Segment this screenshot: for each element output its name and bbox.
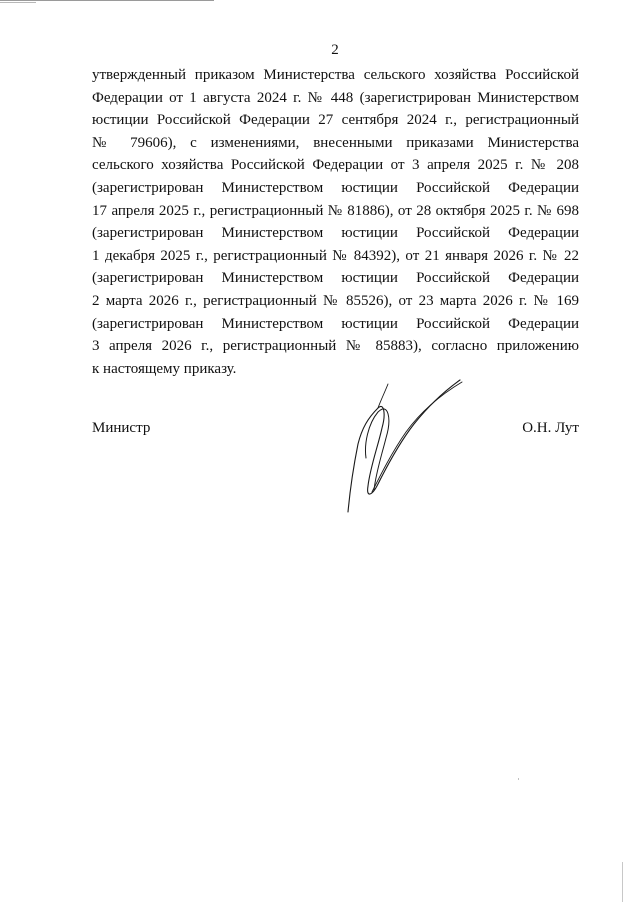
paragraph-line: 2 марта 2026 г., регистрационный № 85526), от 23 марта 2026 г. № 169 [92, 292, 579, 309]
paragraph-line: 17 апреля 2025 г., регистрационный № 81886), от 28 октября 2025 г. № 698 [92, 202, 579, 219]
paragraph-line: утвержденный приказом Министерства сельского хозяйства Российской [92, 67, 579, 83]
order-text-paragraph [92, 64, 579, 380]
signatory-title: Министр [92, 420, 151, 436]
paragraph-line: 3 апреля 2026 г., регистрационный № 85883), согласно приложению [92, 338, 579, 355]
scan-top-rule-short [0, 2, 36, 3]
scan-edge-mark [622, 862, 623, 902]
signatory-name: О.Н. Лут [522, 420, 579, 436]
paragraph-line: 1 декабря 2025 г., регистрационный № 84392), от 21 января 2026 г. № 22 [92, 247, 579, 264]
paragraph-line: к настоящему приказу. [92, 360, 237, 377]
handwritten-signature [328, 372, 488, 522]
paragraph-line: сельского хозяйства Российской Федерации от 3 апреля 2025 г. № 208 [92, 157, 579, 174]
paragraph-line: (зарегистрирован Министерством юстиции Российской Федерации [92, 270, 579, 287]
paragraph-line: юстиции Российской Федерации 27 сентября 2024 г., регистрационный [92, 112, 579, 129]
paragraph-line: (зарегистрирован Министерством юстиции Российской Федерации [92, 315, 579, 332]
scan-speck [518, 778, 519, 780]
paragraph-line: (зарегистрирован Министерством юстиции Российской Федерации [92, 179, 579, 196]
signature-stroke-main [348, 380, 460, 512]
paragraph-line: Федерации от 1 августа 2024 г. № 448 (зарегистрирован Министерством [92, 89, 579, 106]
page-number: 2 [331, 42, 339, 58]
signature-stroke-hook [378, 384, 388, 408]
paragraph-line: № 79606), с изменениями, внесенными приказами Министерства [92, 134, 579, 151]
signature-stroke-tail [372, 382, 462, 492]
scan-top-rule [0, 0, 214, 1]
paragraph-line: (зарегистрирован Министерством юстиции Российской Федерации [92, 225, 579, 242]
